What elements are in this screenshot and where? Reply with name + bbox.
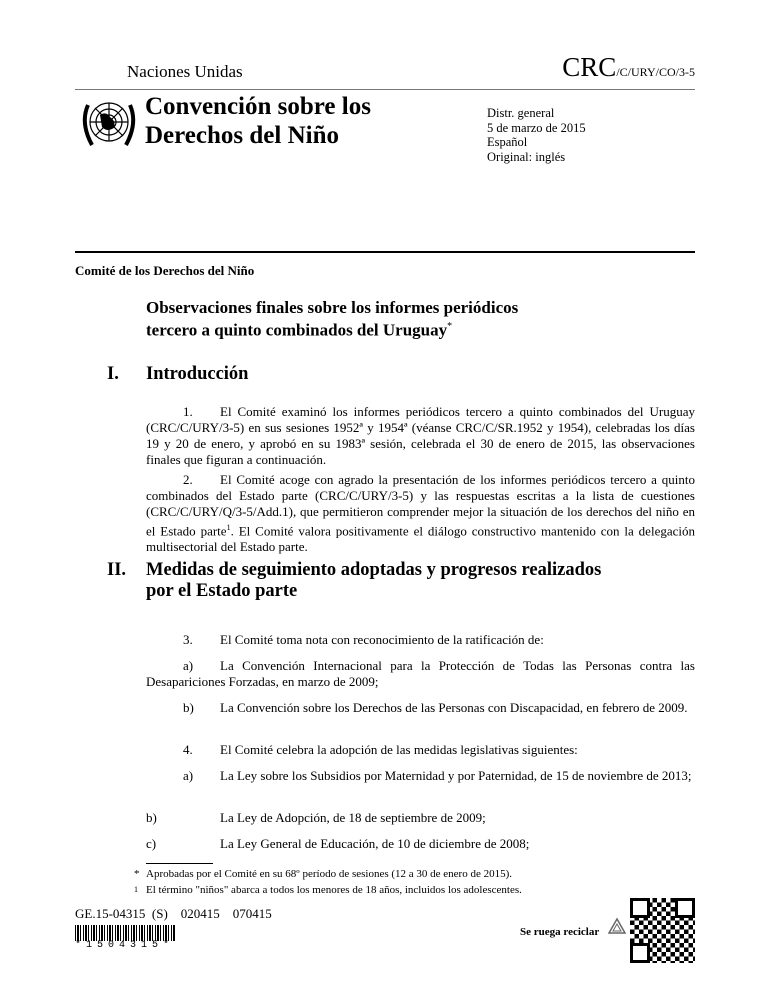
para-text: . El Comité valora positivamente el diálogo constructivo mantenido con la delegación multisectorial del Estado parte. — [146, 523, 695, 555]
footnote — [134, 882, 522, 898]
footnote-text: El término "niños" abarca a todos los menores de 18 años, incluidos los adolescentes. — [146, 884, 522, 896]
para-num: 2. — [183, 472, 193, 487]
language: Español — [487, 135, 528, 149]
item-label: a) — [183, 768, 194, 783]
barcode — [75, 925, 175, 941]
list-item — [146, 836, 695, 852]
distribution-info — [487, 106, 586, 164]
footnote-ref: 1 — [226, 523, 231, 532]
para-num: 4. — [183, 742, 193, 757]
footnote-mark: * — [447, 321, 453, 332]
section-title — [146, 560, 601, 602]
section-title-line: por el Estado parte — [146, 581, 298, 601]
recycle-text: Se ruega reciclar — [520, 926, 600, 938]
paragraph-3 — [146, 632, 695, 648]
doc-title-line-1: Observaciones finales sobre los informes periódicos — [146, 298, 519, 317]
list-item — [146, 700, 695, 716]
org-name: Naciones Unidas — [127, 62, 243, 81]
footnote-rule — [146, 863, 213, 864]
paragraph-1 — [146, 404, 695, 468]
title-line-2: Derechos del Niño — [145, 122, 339, 149]
section-number: I. — [107, 364, 119, 384]
un-emblem-icon — [78, 93, 140, 153]
paragraph-2 — [146, 472, 695, 555]
item-text: La Ley sobre los Subsidios por Maternidad y por Paternidad, de 15 de noviembre de 2013; — [220, 768, 692, 783]
barcode-text: *1504315* — [75, 940, 175, 951]
section-title-line: Medidas de seguimiento adoptadas y progresos realizados — [146, 560, 602, 580]
convention-title — [145, 92, 371, 150]
footnote-mark: 1 — [134, 885, 138, 894]
header-rule — [75, 89, 695, 90]
footnote-text: Aprobadas por el Comité en su 68º período de sesiones (12 a 30 de enero de 2015). — [146, 868, 513, 880]
item-label: b) — [183, 700, 194, 715]
committee-name: Comité de los Derechos del Niño — [75, 263, 255, 278]
paragraph-4 — [146, 742, 695, 758]
item-text: La Convención Internacional para la Protección de Todas las Personas contra las Desapariciones Forzadas, en marzo de 2009; — [146, 658, 695, 689]
para-text: El Comité toma nota con reconocimiento de la ratificación de: — [220, 632, 544, 647]
footnote-mark: * — [134, 868, 140, 880]
doc-title-line-2: tercero a quinto combinados del Uruguay — [146, 320, 448, 340]
symbol-suffix: /C/URY/CO/3-5 — [616, 65, 695, 79]
para-num: 3. — [183, 632, 193, 647]
para-text: El Comité celebra la adopción de las medidas legislativas siguientes: — [220, 742, 578, 757]
footnote — [134, 866, 513, 882]
symbol-main: CRC — [562, 52, 617, 82]
qr-code — [630, 898, 695, 963]
item-label: b) — [146, 810, 157, 825]
item-text: La Convención sobre los Derechos de las Personas con Discapacidad, en febrero de 2009. — [220, 700, 688, 715]
item-label: a) — [183, 658, 194, 673]
item-text: La Ley General de Educación, de 10 de diciembre de 2008; — [220, 836, 530, 851]
job-number: GE.15-04315 (S) 020415 070415 — [75, 906, 272, 921]
item-label: c) — [146, 836, 157, 851]
document-title — [146, 298, 518, 340]
title-line-1: Convención sobre los — [145, 93, 371, 120]
list-item — [146, 658, 695, 690]
para-num: 1. — [183, 404, 193, 419]
thick-rule — [75, 251, 695, 253]
item-text: La Ley de Adopción, de 18 de septiembre de 2009; — [220, 810, 486, 825]
para-text: El Comité acoge con agrado la presentación de los informes periódicos tercero a quinto combinados del Estado parte (CRC/C/URY/3-5) y las respuestas escritas a la lista de cuestiones (CRC/C/URY/Q/3-5/Add.1), que permitieron comprender mejor la situación de los derechos del niño en el Estado parte — [146, 472, 695, 539]
section-title: Introducción — [146, 364, 249, 384]
list-item — [146, 768, 695, 784]
recycle-icon — [605, 916, 629, 940]
original-language: Original: inglés — [487, 149, 566, 164]
document-symbol — [562, 52, 695, 83]
date: 5 de marzo de 2015 — [487, 120, 586, 135]
list-item — [146, 810, 695, 826]
section-number: II. — [107, 560, 127, 580]
distr: Distr. general — [487, 106, 555, 120]
para-text: El Comité examinó los informes periódicos tercero a quinto combinados del Uruguay (CRC/C/URY/3-5) en sus sesiones 1952ª y 1954ª (véanse CRC/C/SR.1952 y 1954), celebradas los días 19 y 20 de enero, y aprobó en su 1983ª sesión, celebrada el 30 de enero de 2015, las observaciones finales que figuran a continuación. — [146, 404, 695, 467]
